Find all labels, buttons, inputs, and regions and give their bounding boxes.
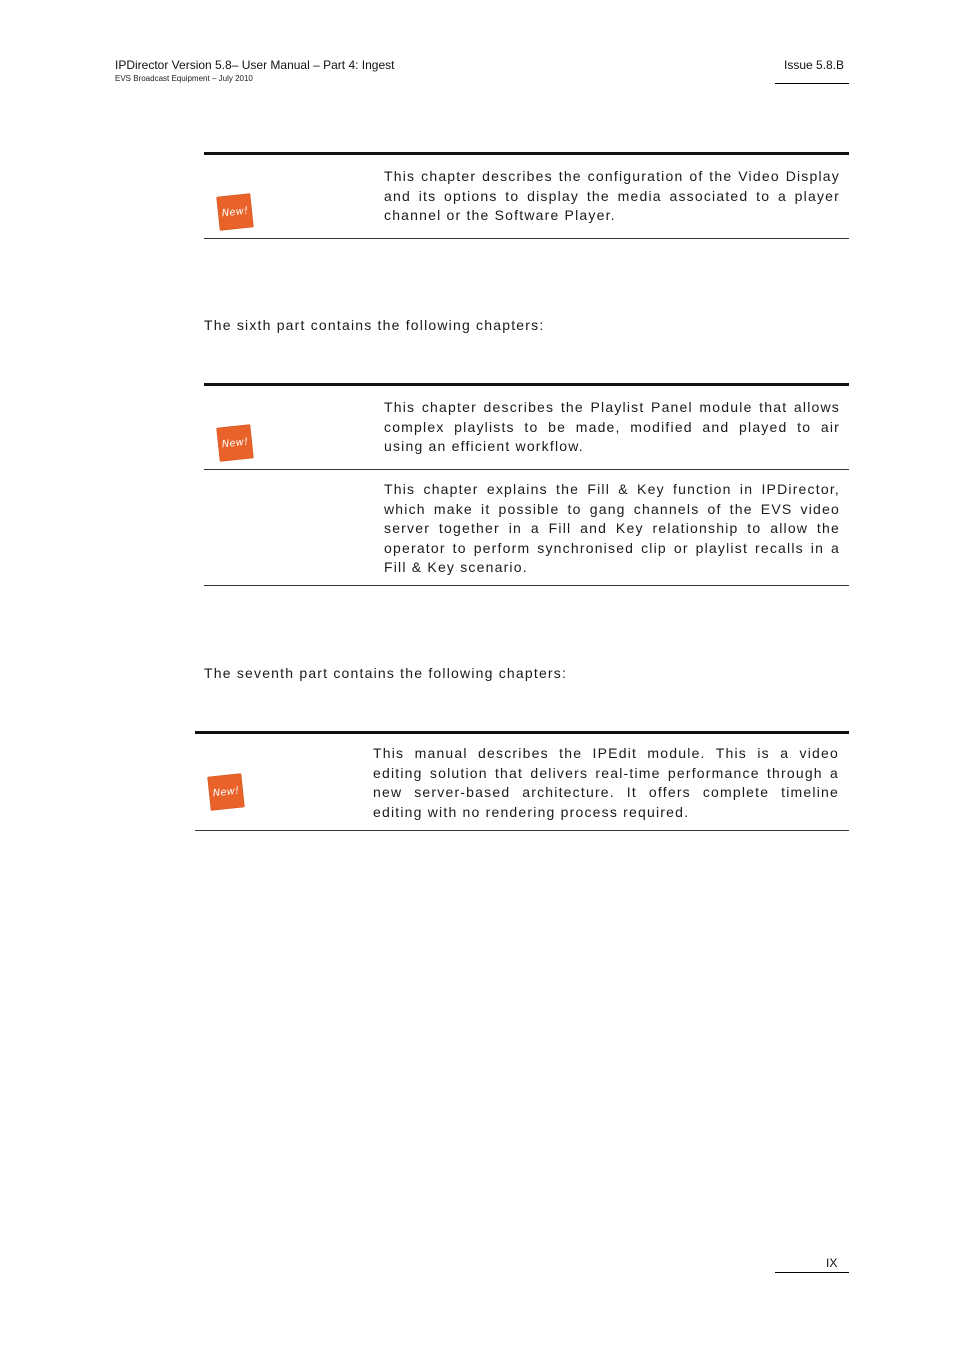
chapter-description: This manual describes the IPEdit module. This is a video editing solution that delivers real-time performance through a new server-based architecture. It offers complete timeline editing with no rendering process required. xyxy=(373,745,839,820)
chapter-table-3 xyxy=(195,731,849,831)
chapter-description: This chapter describes the Playlist Panel module that allows complex playlists to be made, modified and played to air using an efficient workflow. xyxy=(384,399,840,454)
part-intro-seventh: The seventh part contains the following chapters: xyxy=(204,665,568,681)
document-title: IPDirector Version 5.8– User Manual – Part 4: Ingest xyxy=(115,58,395,72)
chapter-description: This chapter explains the Fill & Key function in IPDirector, which make it possible to gang channels of the EVS video server together in a Fill and Key relationship to allow the operator to perform synchronised clip or playlist recalls in a Fill & Key scenario. xyxy=(384,481,840,575)
new-badge-icon: New! xyxy=(207,773,244,810)
chapter-row xyxy=(204,470,849,586)
chapter-row xyxy=(204,155,849,239)
header-rule xyxy=(775,83,849,84)
new-badge-icon: New! xyxy=(216,424,253,461)
chapter-table-2 xyxy=(204,383,849,586)
new-badge-icon: New! xyxy=(216,193,253,230)
chapter-row xyxy=(195,734,849,831)
part-intro-sixth: The sixth part contains the following chapters: xyxy=(204,317,545,333)
chapter-description: This chapter describes the configuration of the Video Display and its options to display the media associated to a player channel or the Software Player. xyxy=(384,168,840,223)
footer-rule xyxy=(775,1272,849,1273)
page-number: IX xyxy=(826,1256,838,1270)
document-subtitle: EVS Broadcast Equipment – July 2010 xyxy=(115,74,253,83)
chapter-row xyxy=(204,386,849,470)
chapter-table-1 xyxy=(204,152,849,239)
issue-number: Issue 5.8.B xyxy=(784,58,845,72)
